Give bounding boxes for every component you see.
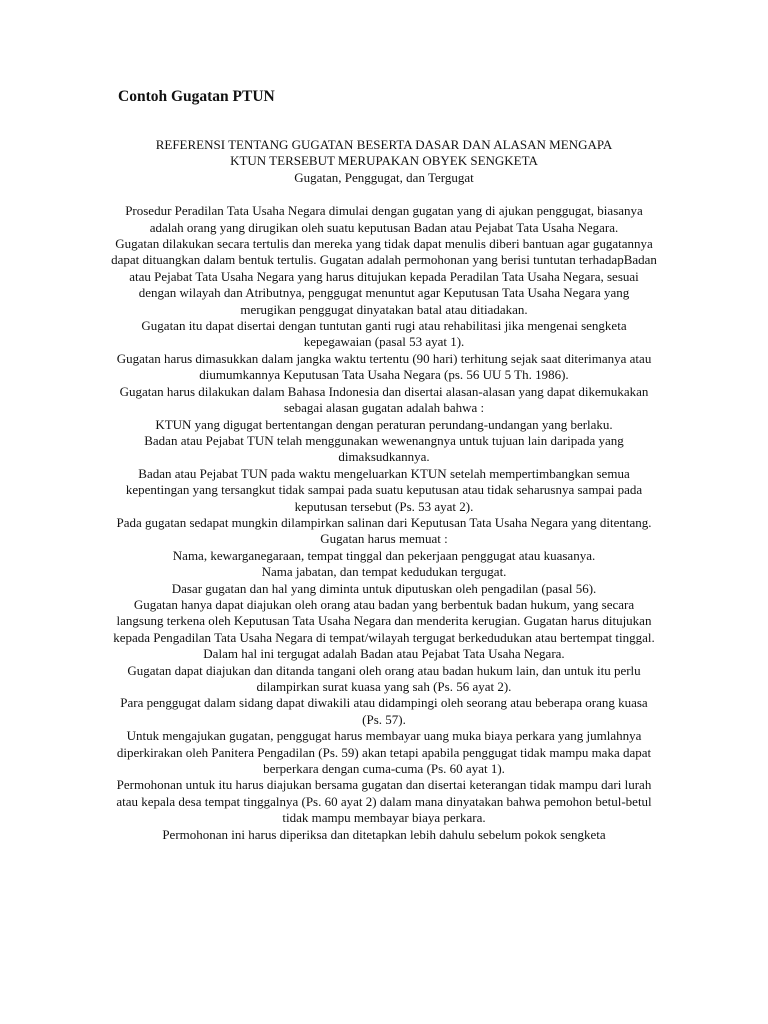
paragraph: Gugatan harus memuat : bbox=[320, 531, 448, 547]
paragraph: Nama, kewarganegaraan, tempat tinggal dan pekerjaan penggugat atau kuasanya. bbox=[172, 547, 596, 563]
paragraph: Gugatan harus dilakukan dalam Bahasa Indonesia dan disertai alasan-alasan yang dapat dikemukakan sebagai alasan gugatan adalah bahwa : bbox=[119, 383, 649, 416]
paragraph: Para penggugat dalam sidang dapat diwakili atau didampingi oleh seorang atau beberapa orang kuasa (Ps. 57). bbox=[120, 695, 648, 727]
paragraph: Nama jabatan, dan tempat kedudukan tergugat. bbox=[261, 564, 507, 580]
spacer bbox=[110, 186, 658, 203]
paragraph: Gugatan dilakukan secara tertulis dan mereka yang tidak dapat menulis diberi bantuan agar gugatannya dapat dituangkan dalam bentuk tertulis. Gugatan adalah permohonan yang berisi tuntutan terhadapBadan atau Pejabat Tata Usaha Negara yang harus ditujukan kepada Peradilan Tata Usaha Negara, sesuai dengan wilayah dan Atributnya, penggugat menuntut agar Keputusan Tata Usaha Negara yang merugikan penggugat dinyatakan batal atau ditiadakan. bbox=[111, 236, 657, 317]
paragraph: Pada gugatan sedapat mungkin dilampirkan salinan dari Keputusan Tata Usaha Negara yang ditentang. bbox=[116, 514, 652, 530]
paragraph: Badan atau Pejabat TUN pada waktu mengeluarkan KTUN setelah mempertimbangkan semua kepentingan yang tersangkut tidak sampai pada suatu keputusan atau tidak seharusnya sampai pada keputusan tersebut (Ps. 53 ayat 2). bbox=[125, 465, 643, 514]
paragraph: Prosedur Peradilan Tata Usaha Negara dimulai dengan gugatan yang di ajukan penggugat, biasanya adalah orang yang dirugikan oleh suatu keputusan Badan atau Pejabat Tata Usaha Negara. bbox=[125, 203, 643, 235]
paragraph: Permohonan ini harus diperiksa dan ditetapkan lebih dahulu sebelum pokok sengketa bbox=[162, 826, 606, 842]
paragraph: KTUN yang digugat bertentangan dengan peraturan perundang-undangan yang berlaku. bbox=[155, 416, 613, 432]
section-subheading: Gugatan, Penggugat, dan Tergugat bbox=[294, 169, 474, 185]
section-heading-line-1: REFERENSI TENTANG GUGATAN BESERTA DASAR DAN ALASAN MENGAPA bbox=[155, 137, 613, 152]
paragraph: Permohonan untuk itu harus diajukan bersama gugatan dan disertai keterangan tidak mampu dari lurah atau kepala desa tempat tinggalnya (Ps. 60 ayat 2) dalam mana dinyatakan bahwa pemohon betul-betul tidak mampu membayar biaya perkara. bbox=[116, 777, 652, 826]
paragraph: Badan atau Pejabat TUN telah menggunakan wewenangnya untuk tujuan lain daripada yang dimaksudkannya. bbox=[144, 432, 624, 465]
document-body bbox=[110, 137, 658, 843]
paragraph: Gugatan itu dapat disertai dengan tuntutan ganti rugi atau rehabilitasi jika mengenai sengketa kepegawaian (pasal 53 ayat 1). bbox=[141, 318, 627, 350]
paragraph: Gugatan hanya dapat diajukan oleh orang atau badan yang berbentuk badan hukum, yang secara langsung terkena oleh Keputusan Tata Usaha Negara dan menderita kerugian. Gugatan harus ditujukan kepada Pengadilan Tata Usaha Negara di tempat/wilayah tergugat berkedudukan atau bertempat tinggal. bbox=[113, 596, 655, 645]
document-title: Contoh Gugatan PTUN bbox=[118, 88, 275, 105]
paragraph: Dasar gugatan dan hal yang diminta untuk diputuskan oleh pengadilan (pasal 56). bbox=[171, 580, 597, 596]
paragraph: Dalam hal ini tergugat adalah Badan atau Pejabat Tata Usaha Negara. bbox=[203, 646, 565, 662]
paragraph: Untuk mengajukan gugatan, penggugat harus membayar uang muka biaya perkara yang jumlahnya diperkirakan oleh Panitera Pengadilan (Ps. 59) akan tetapi apabila penggugat tidak mampu maka dapat berperkara dengan cuma-cuma (Ps. 60 ayat 1). bbox=[116, 728, 652, 777]
paragraph: Gugatan dapat diajukan dan ditanda tangani oleh orang atau badan hukum lain, dan untuk itu perlu dilampirkan surat kuasa yang sah (Ps. 56 ayat 2). bbox=[127, 662, 641, 694]
paragraph: Gugatan harus dimasukkan dalam jangka waktu tertentu (90 hari) terhitung sejak saat diterimanya atau diumumkannya Keputusan Tata Usaha Negara (ps. 56 UU 5 Th. 1986). bbox=[116, 350, 652, 383]
section-heading-line-2: KTUN TERSEBUT MERUPAKAN OBYEK SENGKETA bbox=[230, 153, 538, 169]
